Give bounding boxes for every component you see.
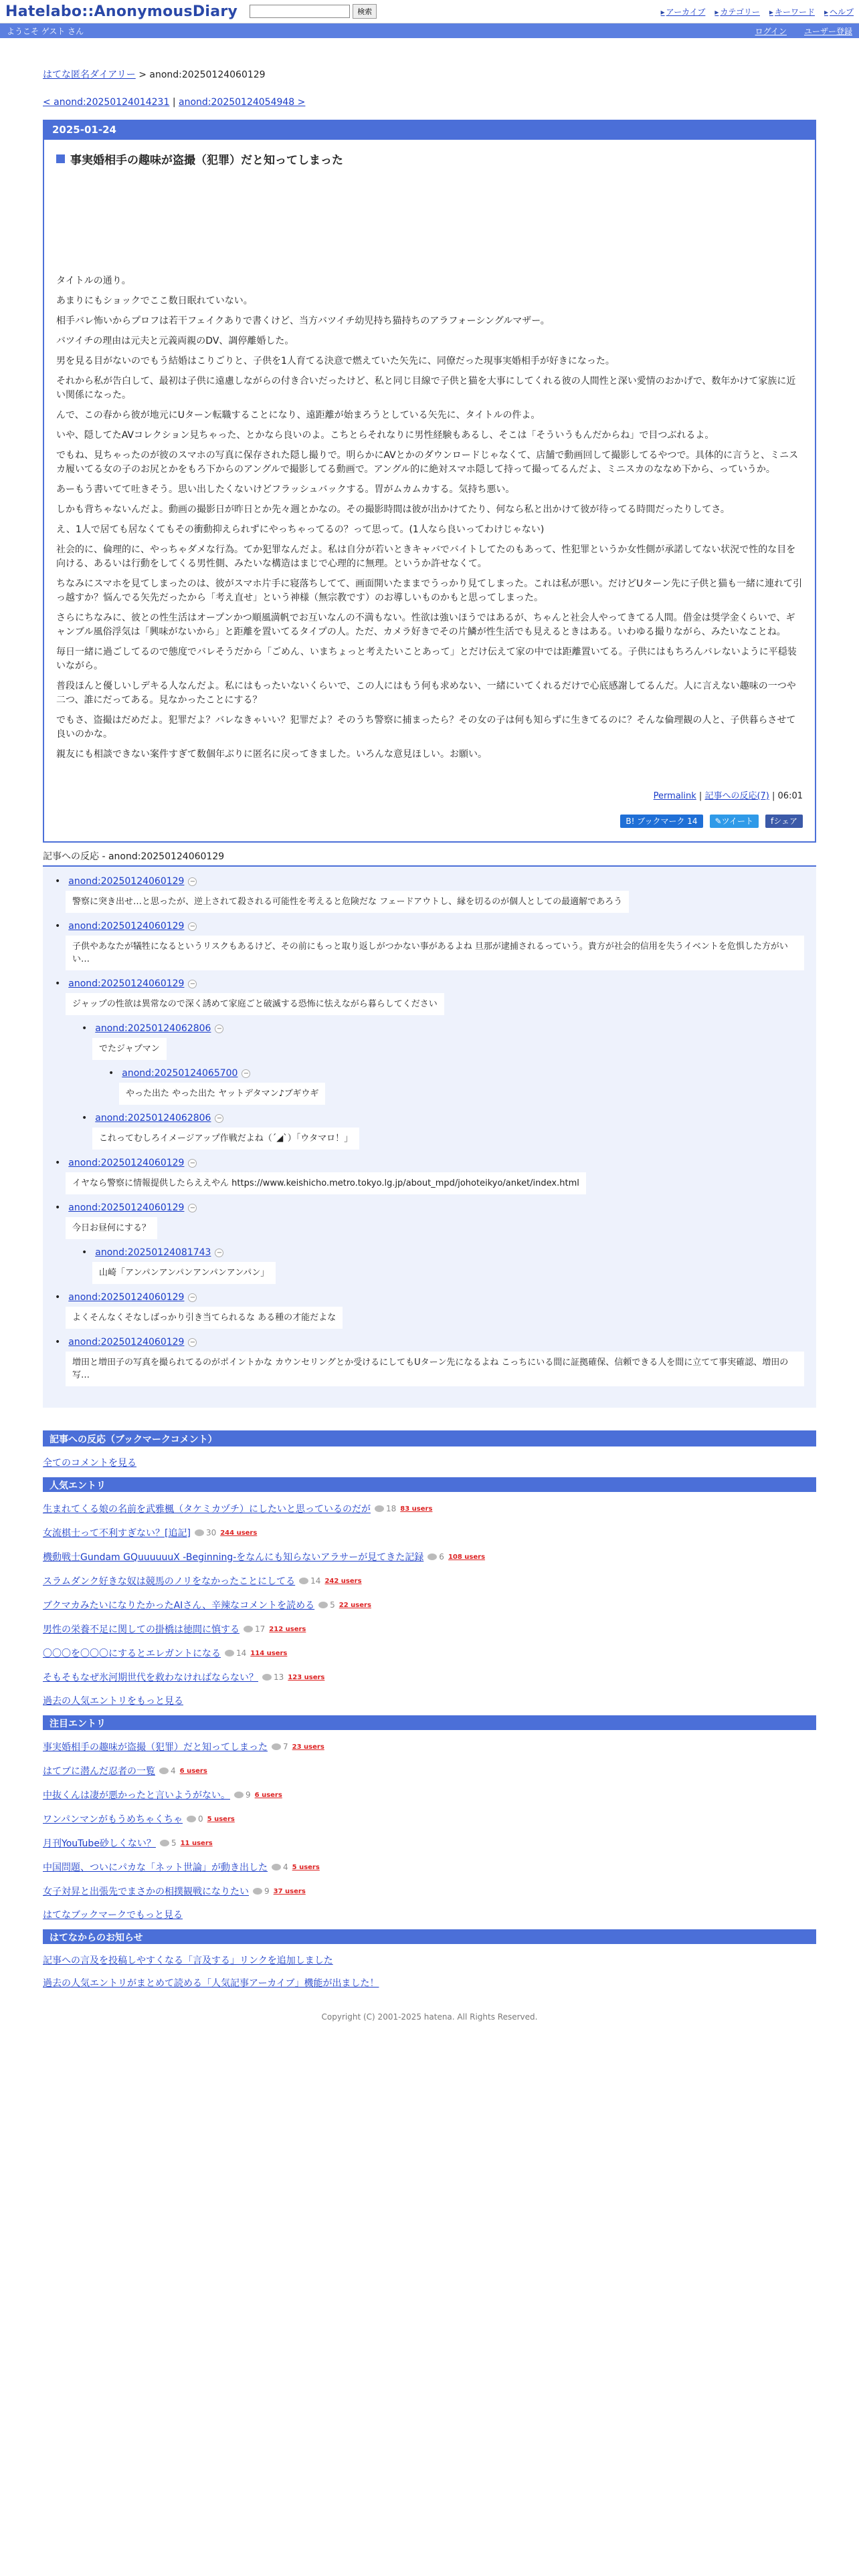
comment-count: 7	[272, 1742, 288, 1751]
entry-footer: Permalink | 記事への反応(7) | 06:01	[653, 791, 803, 801]
entry-row	[43, 1598, 816, 1612]
entry-row	[43, 1812, 816, 1826]
top-bar	[0, 0, 859, 23]
users-badge[interactable]: 22 users	[339, 1601, 371, 1609]
entry-row	[43, 1884, 816, 1899]
nav-help[interactable]: ▸ ヘルプ	[824, 6, 854, 17]
featured-more-link[interactable]: はてなブックマークでもっと見る	[43, 1910, 183, 1921]
comment-bubble-icon	[187, 1816, 196, 1822]
diary-day	[43, 120, 816, 843]
share-buttons	[56, 815, 803, 828]
users-badge[interactable]: 212 users	[269, 1625, 306, 1633]
comment-count: 9	[253, 1887, 270, 1896]
twitter-bird-icon: ✎	[714, 817, 722, 826]
news-title: はてなからのお知らせ	[43, 1929, 816, 1944]
users-badge[interactable]: 5 users	[292, 1863, 320, 1871]
entry-row	[43, 1763, 816, 1778]
comment-count: 18	[375, 1504, 396, 1513]
entry-link[interactable]: そもそもなぜ氷河期世代を救わなければならない？	[43, 1673, 258, 1683]
comment-count: 30	[195, 1528, 216, 1537]
collapse-icon[interactable]: −	[188, 1338, 197, 1347]
search-button[interactable]: 検索	[353, 4, 377, 19]
permalink-link[interactable]: Permalink	[653, 791, 696, 801]
entry-row	[43, 1646, 816, 1660]
entry-link[interactable]: ブクマカみたいになりたかったAIさん、辛辣なコメントを読める	[43, 1600, 315, 1611]
ref-link[interactable]: • anond:20250124065700	[122, 1068, 238, 1079]
users-badge[interactable]: 83 users	[400, 1505, 433, 1513]
ref-text: やった出た やった出た ヤットデタマン♪ブギウギ	[119, 1083, 325, 1105]
body-paragraph: でもさ、盗撮はだめだよ。犯罪だよ？バレなきゃいい？犯罪だよ？そのうち警察に捕まったら？その女の子は何も知らずに生きてるのに？そんな倫理観の人と、子供暮らさせて良いのかな。	[56, 715, 796, 740]
ref-link[interactable]: • anond:20250124060129	[68, 978, 185, 989]
next-entry-link[interactable]: anond:20250124054948 >	[179, 97, 306, 108]
collapse-icon[interactable]: −	[188, 1159, 197, 1168]
breadcrumb: はてな匿名ダイアリー > anond:20250124060129	[43, 70, 266, 80]
comment-bubble-icon	[272, 1864, 281, 1870]
comment-bubble-icon	[225, 1650, 234, 1656]
entry-link[interactable]: 中国問題、ついにパカな「ネット世論」が動き出した	[43, 1862, 268, 1873]
featured-title: 注目エントリ	[43, 1715, 816, 1730]
entry-row	[43, 1525, 816, 1540]
entry-link[interactable]: 月刊YouTube砂しくない？	[43, 1838, 156, 1849]
refs-tree	[43, 865, 816, 1408]
comment-bubble-icon	[244, 1626, 253, 1632]
users-badge[interactable]: 5 users	[207, 1815, 235, 1823]
ref-text: でたジャプマン	[92, 1038, 167, 1060]
ref-link[interactable]: • anond:20250124060129	[68, 876, 185, 887]
entry-link[interactable]: スラムダンク好きな奴は競馬のノリをなかったことにしてる	[43, 1576, 296, 1587]
entry-row	[43, 1788, 816, 1802]
ref-item	[55, 1292, 804, 1329]
collapse-icon[interactable]: −	[188, 1293, 197, 1302]
collapse-icon[interactable]: −	[242, 1069, 250, 1078]
comment-bubble-icon	[375, 1505, 384, 1512]
ref-item	[82, 1113, 804, 1150]
nav-category[interactable]: ▸ カテゴリー	[714, 6, 760, 17]
collapse-icon[interactable]: −	[215, 1249, 223, 1257]
comment-count: 5	[160, 1838, 177, 1848]
body-paragraph: 相手バレ怖いからプロフは若干フェイクありで書くけど、当方バツイチ幼児持ち猫持ちのアラフォーシングルマザー。	[56, 316, 550, 326]
entry-time: 06:01	[777, 791, 803, 801]
entry-body	[56, 274, 803, 762]
ref-text: ジャップの性欲は異常なので深く誘めて家庭ごと破滅する恐怖に怯えながら暮らしてください	[66, 993, 444, 1015]
refs-link[interactable]: 記事への反応(7)	[704, 791, 769, 801]
entry-row	[43, 1574, 816, 1588]
register-link[interactable]: ユーザー登録	[803, 26, 852, 36]
comment-count: 4	[272, 1862, 288, 1872]
title-square-icon	[56, 154, 65, 163]
news-item[interactable]: 記事への言及を投稿しやすくなる「言及する」リンクを追加しました	[43, 1955, 333, 1966]
collapse-icon[interactable]: −	[188, 980, 197, 988]
body-paragraph: タイトルの通り。	[56, 276, 131, 286]
ref-link[interactable]: • anond:20250124060129	[68, 921, 185, 932]
body-paragraph: え、1人で居ても居なくてもその衝動抑えられずにやっちゃってるの？って思って。(1人なら良いってわけじゃない)	[56, 524, 545, 535]
body-paragraph: 親友にも相談できない案件すぎて数個年ぶりに匿名に戻ってきました。いろんな意見ほしい。お願い。	[56, 749, 487, 760]
entry-link[interactable]: 生まれてくる娘の名前を武雅楓（タケミカヅチ）にしたいと思っているのだが	[43, 1504, 371, 1515]
body-paragraph: 毎日一緒に過ごしてるので態度でバレそうだから「ごめん、いまちょっと考えたいことあって」とだけ伝えて家の中では距離置いてる。子供にはもちろんバレないように平穏装いながら。	[56, 647, 797, 671]
entry-link[interactable]: 〇〇〇を〇〇〇にするとエレガントになる	[43, 1648, 221, 1659]
users-badge[interactable]: 11 users	[180, 1839, 213, 1847]
entry-row	[43, 1622, 816, 1636]
collapse-icon[interactable]: −	[215, 1114, 223, 1123]
popular-title: 人気エントリ	[43, 1477, 816, 1492]
body-paragraph: 社会的に、倫理的に、やっちゃダメな行為。てか犯罪なんだよ。私は自分が若いときキャバでバイトしてたのもあって、性犯罪というか女性側が承諾してない状況で性的な目を向ける、あるいは行動をしてくる男性側、みたいな構造はまじで心理的に無理。というか許せなくて。	[56, 544, 796, 569]
users-badge[interactable]: 123 users	[288, 1673, 325, 1681]
comment-bubble-icon	[159, 1767, 169, 1774]
popular-list	[43, 1501, 816, 1685]
ref-item	[55, 876, 804, 913]
ref-link[interactable]: • anond:20250124060129	[68, 1202, 185, 1213]
featured-list	[43, 1739, 816, 1899]
pager: < anond:20250124014231 | anond:20250124054948 >	[43, 97, 306, 108]
bookmark-section-title: 記事への反応（ブックマークコメント）	[43, 1430, 816, 1446]
entry-row	[43, 1860, 816, 1874]
search-input[interactable]	[250, 5, 350, 18]
entry-link[interactable]: はてブに潜んだ忍者の一覧	[43, 1766, 155, 1777]
ref-item	[55, 921, 804, 970]
body-paragraph: 男を見る目がないのでもう結婚はこりごりと、子供を1人育てる決意で燃えていた矢先に、同僚だった現事実婚相手が好きになった。	[56, 356, 615, 366]
entry-link[interactable]: 事実婚相手の趣味が盗撮（犯罪）だと知ってしまった	[43, 1742, 268, 1753]
comment-bubble-icon	[195, 1529, 204, 1536]
comment-count: 13	[262, 1673, 284, 1682]
nav-keyword[interactable]: ▸ キーワード	[769, 6, 815, 17]
user-bar	[0, 23, 859, 38]
body-paragraph: バツイチの理由は元夫と元義両親のDV、調停離婚した。	[56, 336, 294, 346]
entry-link[interactable]: 男性の栄養不足に関しての掛橋は徳間に慎する	[43, 1624, 240, 1635]
users-badge[interactable]: 23 users	[292, 1743, 324, 1751]
users-badge[interactable]: 114 users	[250, 1649, 288, 1657]
welcome-text: ようこそ ゲスト さん	[7, 26, 84, 36]
body-paragraph: しかも背ちゃないんだよ。動画の撮影日が昨日とか先々週とかなの。その撮影時間は彼が出かけてたり、何なら私と出かけて彼が待ってる時間だったりしてさ。	[56, 504, 730, 515]
comment-count: 5	[318, 1600, 335, 1610]
ref-item	[82, 1247, 804, 1284]
comment-count: 14	[299, 1576, 320, 1586]
body-paragraph: でもね、見ちゃったのが彼のスマホの写真に保存された隠し撮りで。明らかにAVとかのダウンロードじゃなくて、店舗で動画回して撮影してるやつで。具体的に言うと、ミニスカ履いてる女の子のお尻とかをもろ下からのアングルで撮影してる動画で。アングル的に絶対スマホ隠して持って撮ってるんだよ、ミニスカのななめ下から、っていうか。	[56, 450, 799, 475]
entry-row	[43, 1501, 816, 1516]
comment-bubble-icon	[160, 1840, 169, 1846]
comment-count: 14	[225, 1648, 246, 1658]
ref-link[interactable]: • anond:20250124081743	[95, 1247, 211, 1258]
ref-link[interactable]: • anond:20250124062806	[95, 1023, 211, 1034]
users-badge[interactable]: 108 users	[448, 1553, 486, 1561]
users-badge[interactable]: 6 users	[179, 1767, 207, 1775]
entry-link[interactable]: ワンパンマンがもうめちゃくちゃ	[43, 1814, 183, 1825]
ref-text: イヤなら警察に情報提供したらええやん https://www.keishicho.metro.tokyo.lg.jp/about_mpd/johoteikyo/anket/index.html	[66, 1172, 586, 1194]
day-date: 2025-01-24	[44, 121, 815, 140]
comment-bubble-icon	[272, 1743, 281, 1750]
comment-count: 6	[427, 1552, 444, 1562]
comment-bubble-icon	[299, 1578, 308, 1584]
body-paragraph: あーもう書いてて吐きそう。思い出したくないけどフラッシュバックする。胃がムカムカする。気持ち悪い。	[56, 484, 515, 495]
breadcrumb-home[interactable]: はてな匿名ダイアリー	[43, 70, 136, 80]
entry-link[interactable]: 女子対昇と出張先でまさかの相撲観戦になりたい	[43, 1887, 249, 1897]
collapse-icon[interactable]: −	[188, 877, 197, 886]
news-item[interactable]: 過去の人気エントリがまとめて読める「人気記事アーカイブ」機能が出ました！	[43, 1978, 379, 1989]
ref-link[interactable]: • anond:20250124060129	[68, 1158, 185, 1168]
entry-row	[43, 1549, 816, 1564]
all-comments-link[interactable]: 全てのコメントを見る	[43, 1458, 136, 1469]
body-paragraph: んで、この春から彼が地元にUターン転職することになり、遠距離が始まろうとしている矢先に、タイトルの件よ。	[56, 410, 541, 421]
main-content	[0, 68, 859, 2022]
body-paragraph: 普段ほんと優しいしデキる人なんだよ。私にはもったいないくらいで、この人にはもう何も求めない、一緒にいてくれるだけで心底感謝してるんだ。人に言えない趣味の一つや二つ、誰にだってある。見なかったことにする？	[56, 681, 796, 706]
users-badge[interactable]: 242 users	[324, 1577, 362, 1585]
comment-count: 4	[159, 1766, 176, 1776]
comment-count: 17	[244, 1624, 265, 1634]
collapse-icon[interactable]: −	[188, 922, 197, 931]
login-link[interactable]: ログイン	[755, 26, 787, 36]
entry-link[interactable]: 機動戦士Gundam GQuuuuuuX -Beginning-をなんにも知らないアラサーが見てきた記録	[43, 1552, 424, 1563]
ref-item	[55, 1202, 804, 1284]
bookmark-section	[43, 1430, 816, 1990]
ref-link[interactable]: • anond:20250124062806	[95, 1113, 211, 1123]
ref-item	[82, 1023, 804, 1105]
entry-link[interactable]: 中抜くんは凄が悪かったと言いようがない。	[43, 1790, 230, 1801]
comment-count: 9	[234, 1790, 251, 1800]
ref-text: 子供やあなたが犠牲になるというリスクもあるけど、その前にもっと取り返しがつかない事があるよね 旦那が逮捕されるっていう。貴方が社会的信用を失うイベントを危惧した方がいい…	[66, 936, 804, 970]
comment-bubble-icon	[262, 1674, 272, 1681]
popular-more-link[interactable]: 過去の人気エントリをもっと見る	[43, 1696, 183, 1707]
ref-text: 増田と増田子の写真を撮られてるのがポイントかな カウンセリングとか受けるにしてもUターン先になるよね こっちにいる間に証拠確保、信頼できる人を間に立てて事実確認、増田の写…	[66, 1352, 804, 1386]
entry-row	[43, 1739, 816, 1754]
ref-item	[55, 1158, 804, 1194]
users-badge[interactable]: 244 users	[220, 1529, 258, 1537]
body-paragraph: いや、隠してたAVコレクション見ちゃった、とかなら良いのよ。こちとらそれなりに男性経験もあるし、そこは「そういうもんだからね」で目つぶれるよ。	[56, 430, 714, 441]
body-paragraph: さらにちなみに、彼との性生活はオープンかつ順風満帆でお互いなんの不満もない。性欲は強いほうではあるが、ちゃんと社会人やってきてる人間。借金は奨学金くらいで、ギャンブル風俗浮気は「興味がないから」と距離を置いてるタイプの人。ただ、カメラ好きでその片鱗が性生活でも見えるときはある。いわゆる撮りながら、みたいなことね。	[56, 613, 795, 637]
prev-entry-link[interactable]: < anond:20250124014231	[43, 97, 170, 108]
comment-bubble-icon	[253, 1888, 262, 1895]
facebook-f-icon: f	[771, 817, 774, 826]
facebook-share-button[interactable]: fシェア	[765, 815, 803, 828]
copyright: Copyright (C) 2001-2025 hatena. All Rights Reserved.	[321, 2012, 538, 2022]
ref-item	[55, 978, 804, 1150]
body-paragraph: それから私が告白して、最初は子供に遠慮しながらの付き合いだったけど、私と同じ目線で子供と猫を大事にしてくれる彼の人間性と深い愛情のおかげで、数年かけて家族に近い関係になった。	[56, 376, 796, 401]
collapse-icon[interactable]: −	[215, 1025, 223, 1033]
ref-text: 山崎「アンパンアンパンアンパンアンパン」	[92, 1262, 276, 1284]
ref-text: よくそんなくそなしばっかり引き当てられるな ある種の才能だよな	[66, 1307, 343, 1329]
breadcrumb-current: anond:20250124060129	[149, 70, 266, 80]
comment-count: 0	[187, 1814, 203, 1824]
refs-label: 記事への反応 - anond:20250124060129	[43, 851, 225, 862]
top-nav	[661, 6, 854, 17]
body-paragraph: ちなみにスマホを見てしまったのは、彼がスマホ片手に寝落ちしてて、画面開いたままでうっかり見てしまった。これは私が悪い。だけどUターン先に子供と猫も一緒に連れて引っ越すか？悩んでる矢先だったから「考え直せ」という神様（無宗教です）のお導しいものかもと思ってしまった。	[56, 578, 803, 603]
ref-text: 今日お昼何にする？	[66, 1217, 157, 1239]
entry-row	[43, 1670, 816, 1685]
ref-item	[108, 1068, 804, 1105]
comment-bubble-icon	[318, 1602, 328, 1608]
site-logo[interactable]: Hatelabo::AnonymousDiary	[5, 3, 238, 20]
comment-bubble-icon	[427, 1553, 437, 1560]
body-paragraph: あまりにもショックでここ数日眠れていない。	[56, 296, 253, 306]
hatena-bookmark-button[interactable]: B! ブックマーク 14	[620, 815, 702, 828]
collapse-icon[interactable]: −	[188, 1204, 197, 1212]
ref-link[interactable]: • anond:20250124060129	[68, 1292, 185, 1303]
entry-row	[43, 1836, 816, 1850]
entry-title: 事実婚相手の趣味が盗撮（犯罪）だと知ってしまった	[56, 150, 803, 167]
users-badge[interactable]: 37 users	[273, 1887, 306, 1895]
comment-bubble-icon	[234, 1792, 244, 1798]
ref-text: これってむしろイメージアップ作戦だよね（´◢`）「ウタマロ！」	[92, 1128, 359, 1150]
users-badge[interactable]: 6 users	[254, 1791, 282, 1799]
tweet-button[interactable]: ✎ツイート	[710, 815, 759, 828]
nav-archive[interactable]: ▸ アーカイブ	[661, 6, 706, 17]
ref-item	[55, 1337, 804, 1386]
entry-link[interactable]: 女流棋士って不利すぎない？[追記]	[43, 1528, 191, 1539]
ref-text: 警察に突き出せ…と思ったが、逆上されて殺される可能性を考えると危険だな フェードアウトし、縁を切るのが個人としての最適解であろう	[66, 891, 629, 913]
ref-link[interactable]: • anond:20250124060129	[68, 1337, 185, 1348]
